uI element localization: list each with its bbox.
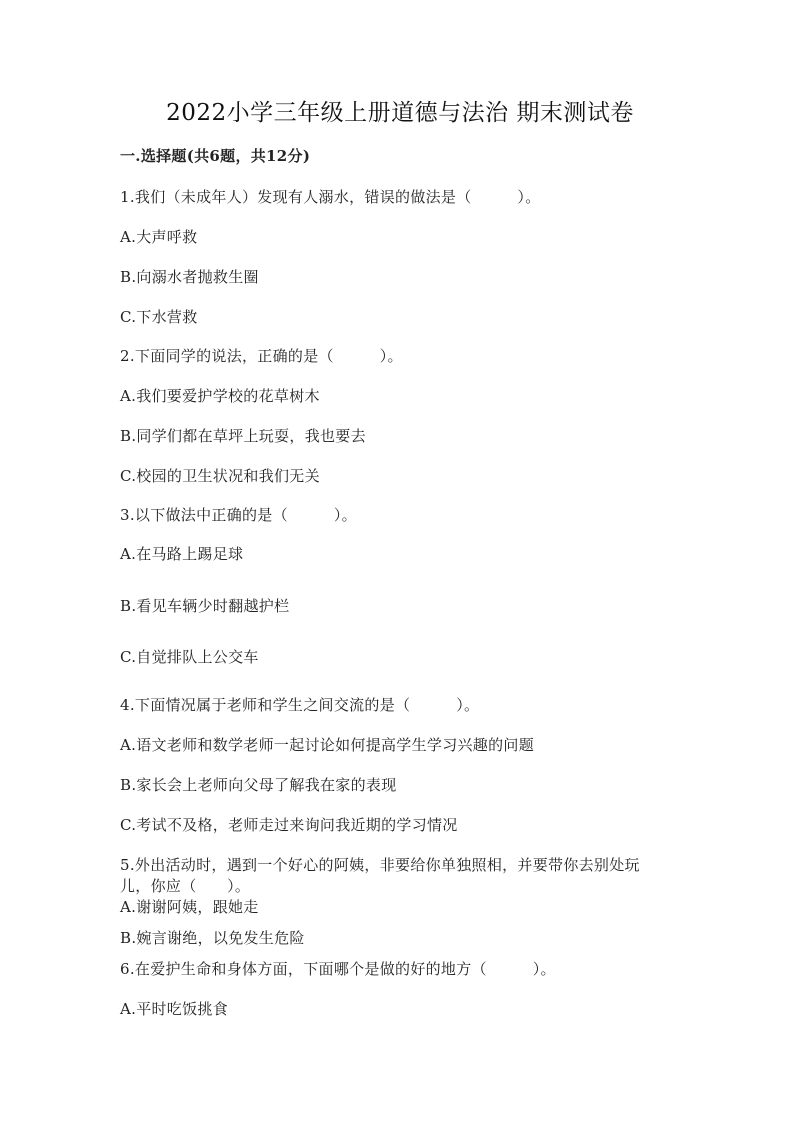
question-6: 6.在爱护生命和身体方面，下面哪个是做的好的地方（ ）。 — [120, 960, 556, 978]
question-4-option-a: A.语文老师和数学老师一起讨论如何提高学生学习兴趣的问题 — [120, 736, 535, 754]
question-5-option-a: A.谢谢阿姨，跟她走 — [120, 898, 259, 916]
question-2: 2.下面同学的说法，正确的是（ ）。 — [120, 347, 403, 365]
question-4: 4.下面情况属于老师和学生之间交流的是（ ）。 — [120, 696, 480, 714]
question-1-option-a: A.大声呼救 — [120, 228, 198, 246]
question-3-option-b: B.看见车辆少时翻越护栏 — [120, 597, 290, 615]
question-5-option-b: B.婉言谢绝，以免发生危险 — [120, 929, 305, 947]
question-1-option-b: B.向溺水者抛救生圈 — [120, 268, 259, 286]
page-title: 2022小学三年级上册道德与法治 期末测试卷 — [166, 100, 634, 126]
question-2-option-a: A.我们要爱护学校的花草树木 — [120, 387, 320, 405]
section-heading: 一.选择题(共6题，共12分) — [120, 147, 311, 165]
question-3-option-c: C.自觉排队上公交车 — [120, 648, 259, 666]
question-5-line-2: 儿，你应（ ）。 — [120, 877, 251, 895]
question-1: 1.我们（未成年人）发现有人溺水，错误的做法是（ ）。 — [120, 188, 541, 206]
question-3-option-a: A.在马路上踢足球 — [120, 545, 244, 563]
question-6-option-a: A.平时吃饭挑食 — [120, 1000, 229, 1018]
question-2-option-b: B.同学们都在草坪上玩耍，我也要去 — [120, 427, 366, 445]
question-4-option-b: B.家长会上老师向父母了解我在家的表现 — [120, 776, 397, 794]
question-5-line-1: 5.外出活动时，遇到一个好心的阿姨，非要给你单独照相，并要带你去别处玩 — [120, 856, 640, 874]
question-2-option-c: C.校园的卫生状况和我们无关 — [120, 467, 320, 485]
question-4-option-c: C.考试不及格，老师走过来询问我近期的学习情况 — [120, 816, 458, 834]
question-3: 3.以下做法中正确的是（ ）。 — [120, 506, 357, 524]
question-1-option-c: C.下水营救 — [120, 308, 198, 326]
